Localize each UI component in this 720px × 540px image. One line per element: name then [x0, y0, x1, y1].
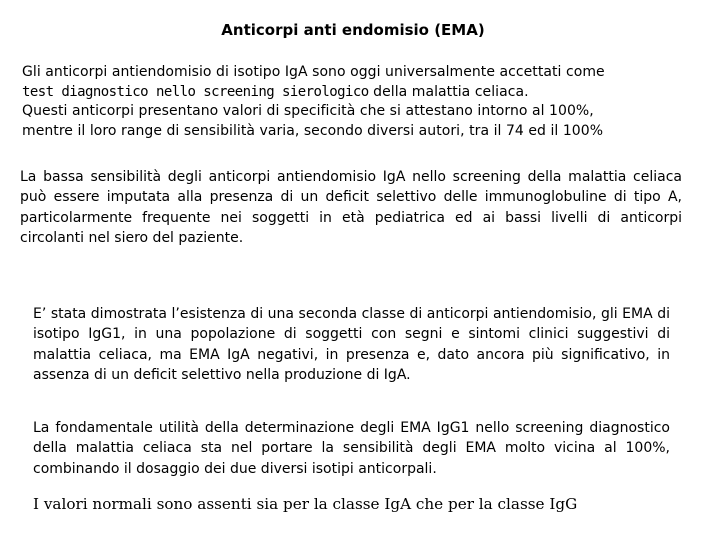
- paragraph-line: Gli anticorpi antiendomisio di isotipo IgA sono oggi universalmente accettati come: [22, 64, 605, 80]
- paragraph-normal-values: I valori normali sono assenti sia per la classe IgA che per la classe IgG: [33, 495, 578, 513]
- paragraph-line: mentre il loro range di sensibilità varia, secondo diversi autori, tra il 74 ed il 100%: [22, 122, 604, 139]
- paragraph-ema-iga-intro: [22, 63, 694, 141]
- paragraph-line-rest: della malattia celiaca.: [368, 83, 529, 100]
- paragraph-low-sensitivity: La bassa sensibilità degli anticorpi antiendomisio IgA nello screening della malattia celiaca può essere imputata alla presenza di un deficit selettivo delle immunoglobuline di tipo A, particolarmente frequente nei soggetti in età pediatrica ed ai bassi livelli di anticorpi circolanti nel siero del paziente.: [20, 169, 682, 246]
- slide-title: Anticorpi anti endomisio (EMA): [221, 21, 485, 39]
- paragraph-line: [22, 83, 694, 103]
- paragraph-igg1-class: E’ stata dimostrata l’esistenza di una seconda classe di anticorpi antiendomisio, gli EMA di isotipo IgG1, in una popolazione di soggetti con segni e sintomi clinici suggestivi di malattia celiaca, ma EMA IgA negativi, in presenza e, dato ancora più significativo, in assenza di un deficit selettivo nella produzione di IgA.: [33, 306, 670, 383]
- emphasized-text: test diagnostico nello screening sierologico: [22, 83, 369, 100]
- paragraph-line: Questi anticorpi presentano valori di specificità che si attestano intorno al 100%,: [22, 103, 594, 119]
- paragraph-igg1-utility: La fondamentale utilità della determinazione degli EMA IgG1 nello screening diagnostico della malattia celiaca sta nel portare la sensibilità degli EMA molto vicina al 100%, combinando il dosaggio dei due diversi isotipi anticorpali.: [33, 420, 670, 477]
